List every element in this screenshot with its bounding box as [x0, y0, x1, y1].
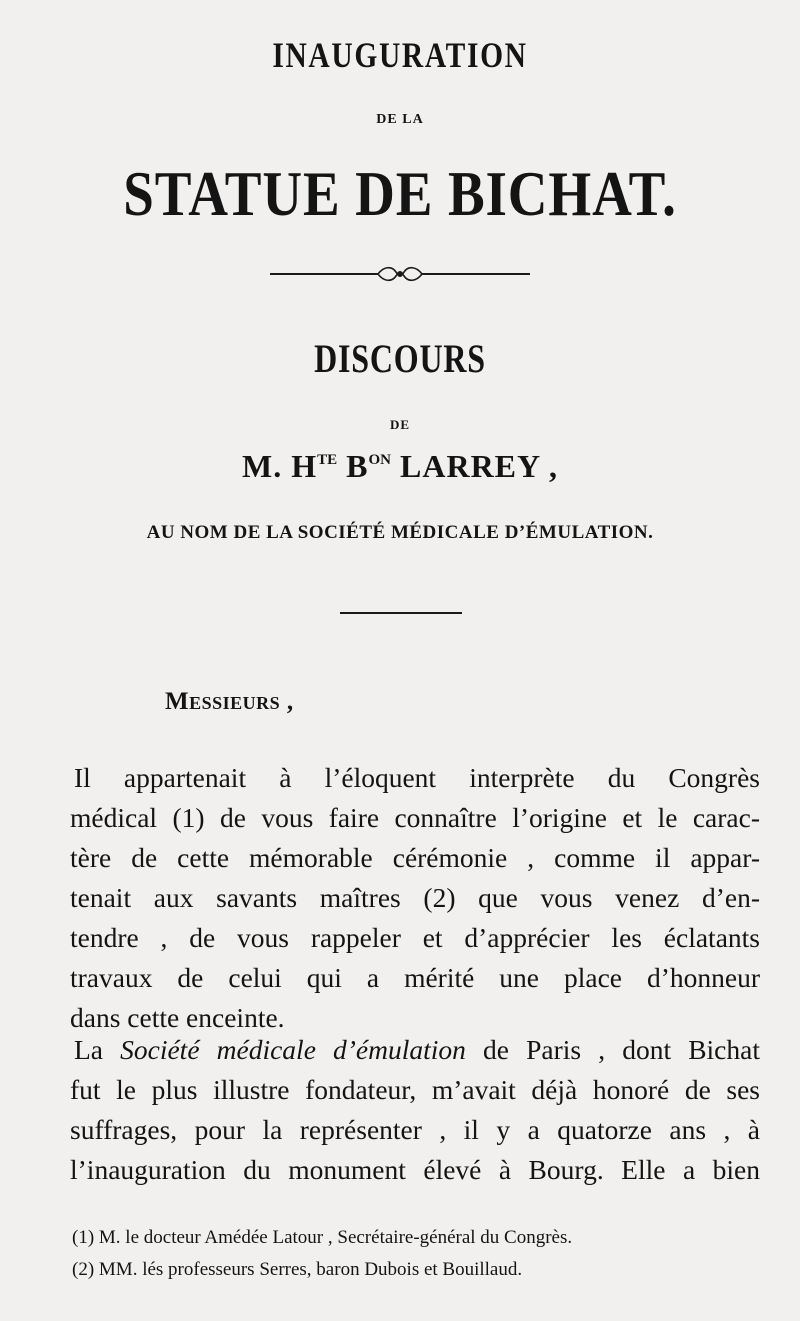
text-line: La Société médicale d’émulation de Paris , dont Bichat: [74, 1034, 760, 1065]
speech-title: DISCOURS: [314, 336, 486, 381]
speech-affiliation: AU NOM DE LA SOCIÉTÉ MÉDICALE D’ÉMULATION.: [146, 522, 654, 543]
footnotes: [72, 1222, 572, 1286]
paragraph-2: [70, 1030, 760, 1190]
footnote-2: (2) MM. lés professeurs Serres, baron Dubois et Bouillaud.: [72, 1259, 523, 1280]
heading-inauguration: INAUGURATION: [272, 35, 528, 75]
speech-de: DE: [389, 417, 411, 432]
text-line: travaux de celui qui a mérité une place d’honneur: [70, 962, 760, 993]
text-line: fut le plus illustre fondateur, m’avait déjà honoré de ses: [70, 1074, 760, 1105]
footnote-1: (1) M. le docteur Amédée Latour , Secrétaire-général du Congrès.: [72, 1227, 573, 1248]
section-rule: [340, 612, 462, 614]
text-line: Il appartenait à l’éloquent interprète du Congrès: [74, 762, 760, 793]
text-line: tendre , de vous rappeler et d’apprécier les éclatants: [70, 922, 760, 953]
text-line: l’inauguration du monument élevé à Bourg. Elle a bien: [70, 1154, 760, 1185]
heading-de-la: DE LA: [376, 112, 424, 127]
text-line: dans cette enceinte.: [70, 1002, 285, 1033]
paragraph-1: [70, 758, 760, 1038]
salutation: Messieurs ,: [165, 688, 294, 715]
text-line: médical (1) de vous faire connaître l’origine et le carac-: [70, 802, 760, 833]
text-line: tenait aux savants maîtres (2) que vous venez d’en-: [70, 882, 760, 913]
speech-author: M. $H^{TE}$ $B^{ON}$ LARREY ,: [242, 448, 558, 484]
text-line: suffrages, pour la représenter , il y a quatorze ans , à: [70, 1114, 760, 1145]
society-name-italic: Société médicale d’émulation: [120, 1034, 466, 1065]
heading-statue-de-bichat: STATUE DE BICHAT.: [123, 158, 677, 229]
text-line: tère de cette mémorable cérémonie , comme il appar-: [70, 842, 760, 873]
ornament-divider-icon: [270, 262, 530, 286]
